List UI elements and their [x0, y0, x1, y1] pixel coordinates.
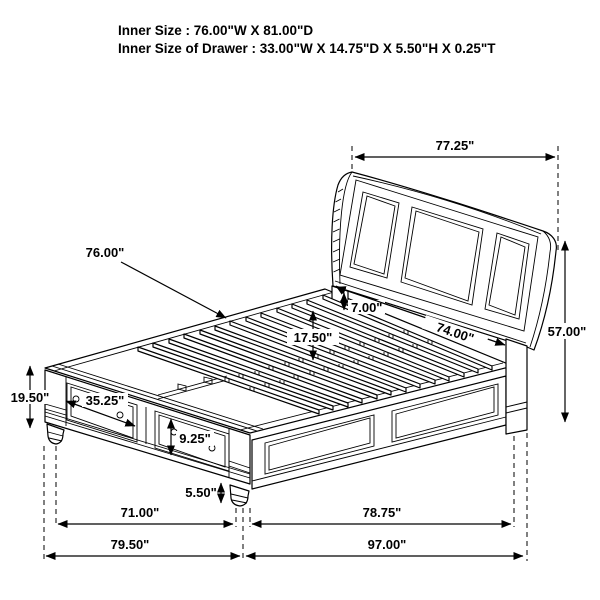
dim-label: 78.75" — [362, 505, 402, 520]
dim-foot-height — [185, 483, 221, 503]
dim-label: 79.50" — [110, 537, 150, 552]
inner-size-line: Inner Size : 76.00"W X 81.00"D — [118, 23, 314, 38]
dim-label: 5.50" — [185, 485, 217, 500]
dim-label: 35.25" — [85, 393, 125, 408]
dim-label: 57.00" — [547, 324, 587, 339]
dim-headboard-width — [355, 138, 555, 157]
drawer-size-line: Inner Size of Drawer : 33.00"W X 14.75"D X 5.50"H X 0.25"T — [118, 41, 496, 56]
dim-slat-width — [86, 245, 226, 318]
dim-label: 97.00" — [367, 537, 407, 552]
dim-label: 17.50" — [293, 330, 333, 345]
dim-side-rail-length — [252, 505, 511, 524]
dim-overall-length — [246, 537, 523, 556]
dim-label: 76.00" — [85, 245, 125, 260]
dim-label: 9.25" — [179, 431, 211, 446]
dim-label: 7.00" — [351, 300, 383, 315]
dim-label: 71.00" — [120, 505, 160, 520]
dim-footboard-inner-width — [58, 505, 233, 524]
dim-overall-width — [46, 537, 240, 556]
dim-label: 74.00" — [434, 319, 476, 346]
headboard-right-leg — [506, 339, 527, 434]
front-right-foot — [230, 485, 249, 506]
dim-label: 77.25" — [435, 138, 475, 153]
dim-label: 19.50" — [10, 390, 50, 405]
